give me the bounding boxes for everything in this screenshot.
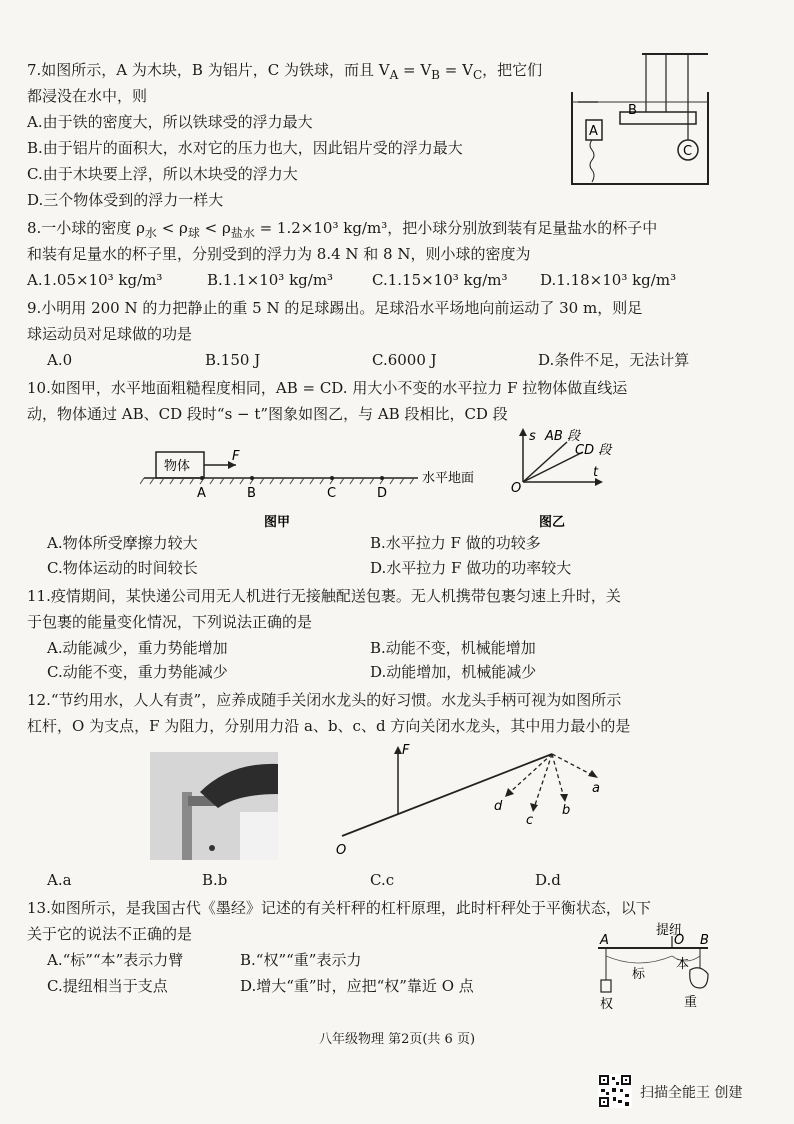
q7-label-b: B	[628, 103, 637, 118]
q8-option-d: D.1.18×10³ kg/m³	[540, 271, 677, 289]
faucet-photo-drawing	[150, 752, 278, 860]
faucet-photo	[150, 752, 278, 860]
q9-option-a: A.0	[47, 351, 73, 369]
q10-point-d: D	[377, 486, 388, 501]
q11-stem-line2: 于包裹的能量变化情况，下列说法正确的是	[27, 613, 313, 631]
q10-option-d: D.水平拉力 F 做功的功率较大	[370, 559, 572, 577]
q10-stem-line1: 10.如图甲，水平地面粗糙程度相同，AB = CD. 用大小不变的水平拉力 F 拉物体做直线运	[27, 379, 628, 397]
q10-ab-label: AB 段	[545, 429, 580, 444]
q11-option-b: B.动能不变，机械能增加	[370, 639, 536, 657]
q10-o-label: O	[511, 481, 522, 496]
q10-force-label: F	[232, 449, 240, 464]
q10-box-label: 物体	[164, 459, 191, 474]
scanner-brand-text: 扫描全能王 创建	[640, 1085, 743, 1101]
q9-stem-line1: 9.小明用 200 N 的力把静止的重 5 N 的足球踢出。足球沿水平场地向前运动了 30 m，则足	[27, 299, 643, 317]
q8-option-b: B.1.1×10³ kg/m³	[207, 271, 334, 289]
q13-steelyard-figure	[588, 920, 718, 1020]
q12-o-label: O	[336, 843, 347, 858]
q13-option-b: B.“权”“重”表示力	[240, 951, 362, 969]
q10-option-c: C.物体运动的时间较长	[47, 559, 198, 577]
q13-o-label: O	[674, 933, 685, 948]
q9-option-c: C.6000 J	[372, 351, 437, 369]
q7-stem-line2: 都浸没在水中，则	[27, 87, 148, 105]
q13-stem-line2: 关于它的说法不正确的是	[27, 925, 193, 943]
q7-option-c: C.由于木块要上浮，所以木块受的浮力大	[27, 165, 298, 183]
q9-stem-line2: 球运动员对足球做的功是	[27, 325, 193, 343]
q13-zhong-label: 重	[684, 995, 698, 1010]
q8-stem-line1: 8.一小球的密度 $\rho_水 < \rho_球 < \rho_{盐水} = 1.2\times 10^3$ kg/m³，把小球分别放到装有足量盐水的杯子中	[27, 219, 658, 240]
q13-option-a: A.“标”“本”表示力臂	[47, 951, 184, 969]
q13-a-label: A	[600, 933, 609, 948]
q13-ben-label: 本	[676, 957, 690, 972]
q10-figure-a	[140, 440, 520, 530]
q10-cd-label: CD 段	[575, 443, 612, 458]
q12-option-c: C.c	[370, 871, 395, 889]
q13-tiniu-label: 提纽	[656, 923, 683, 938]
q10-figure-b	[505, 424, 615, 530]
q10-point-c: C	[327, 486, 337, 501]
q10-caption-a: 图甲	[264, 515, 291, 530]
q12-b-label: b	[562, 803, 571, 818]
qr-code-icon	[598, 1074, 632, 1108]
q8-option-a: A.1.05×10³ kg/m³	[27, 271, 163, 289]
q12-option-a: A.a	[47, 871, 72, 889]
q7-stem-line1: 7.如图所示，A 为木块，B 为铝片，C 为铁球，而且 $V_A = V_B = V_C$，把它们	[27, 61, 543, 82]
q7-option-b: B.由于铝片的面积大，水对它的压力也大，因此铝片受的浮力最大	[27, 139, 463, 157]
q9-option-d: D.条件不足，无法计算	[538, 351, 690, 369]
q11-option-c: C.动能不变，重力势能减少	[47, 663, 228, 681]
q12-stem-line1: 12.“节约用水，人人有责”，应养成随手关闭水龙头的好习惯。水龙头手柄可视为如图所示	[27, 691, 622, 709]
q10-option-b: B.水平拉力 F 做的功较多	[370, 534, 541, 552]
q7-beaker-figure	[568, 52, 718, 192]
q10-stem-line2: 动，物体通过 AB、CD 段时“s − t”图象如图乙，与 AB 段相比，CD 段	[27, 405, 508, 423]
q12-option-d: D.d	[535, 871, 561, 889]
q10-option-a: A.物体所受摩擦力较大	[47, 534, 198, 552]
q10-ground-label: 水平地面	[422, 471, 475, 486]
q7-option-a: A.由于铁的密度大，所以铁球受的浮力最大	[27, 113, 313, 131]
q12-a-label: a	[592, 781, 600, 796]
q10-point-a: A	[197, 486, 206, 501]
q8-option-c: C.1.15×10³ kg/m³	[372, 271, 508, 289]
q10-caption-b: 图乙	[539, 515, 566, 530]
q12-d-label: d	[494, 799, 503, 814]
q11-stem-line1: 11.疫情期间，某快递公司用无人机进行无接触配送包裹。无人机携带包裹匀速上升时，关	[27, 587, 621, 605]
q12-lever-figure	[332, 740, 622, 860]
q12-f-label: F	[402, 743, 410, 758]
q10-t-label: t	[593, 465, 599, 480]
page-footer: 八年级物理 第2页(共 6 页)	[318, 1032, 476, 1047]
q10-point-b: B	[247, 486, 256, 501]
q12-stem-line2: 杠杆，O 为支点，F 为阻力，分别用力沿 a、b、c、d 方向关闭水龙头，其中用力最小的是	[27, 717, 631, 735]
q8-stem-line2: 和装有足量水的杯子里，分别受到的浮力为 8.4 N 和 8 N，则小球的密度为	[27, 245, 531, 263]
q13-option-d: D.增大“重”时，应把“权”靠近 O 点	[240, 977, 474, 995]
q13-quan-label: 权	[600, 997, 614, 1012]
q10-s-label: s	[529, 429, 536, 444]
q11-option-d: D.动能增加，机械能减少	[370, 663, 537, 681]
q12-c-label: c	[526, 813, 534, 828]
q7-label-a: A	[589, 124, 598, 139]
q13-option-c: C.提纽相当于支点	[47, 977, 168, 995]
q7-option-d: D.三个物体受到的浮力一样大	[27, 191, 224, 209]
q13-biao-label: 标	[632, 967, 646, 982]
q11-option-a: A.动能减少，重力势能增加	[47, 639, 228, 657]
q13-stem-line1: 13.如图所示，是我国古代《墨经》记述的有关杆秤的杠杆原理，此时杆秤处于平衡状态，以下	[27, 899, 651, 917]
q9-option-b: B.150 J	[205, 351, 261, 369]
q12-option-b: B.b	[202, 871, 228, 889]
q13-b-label: B	[700, 933, 709, 948]
q7-label-c: C	[683, 144, 693, 159]
